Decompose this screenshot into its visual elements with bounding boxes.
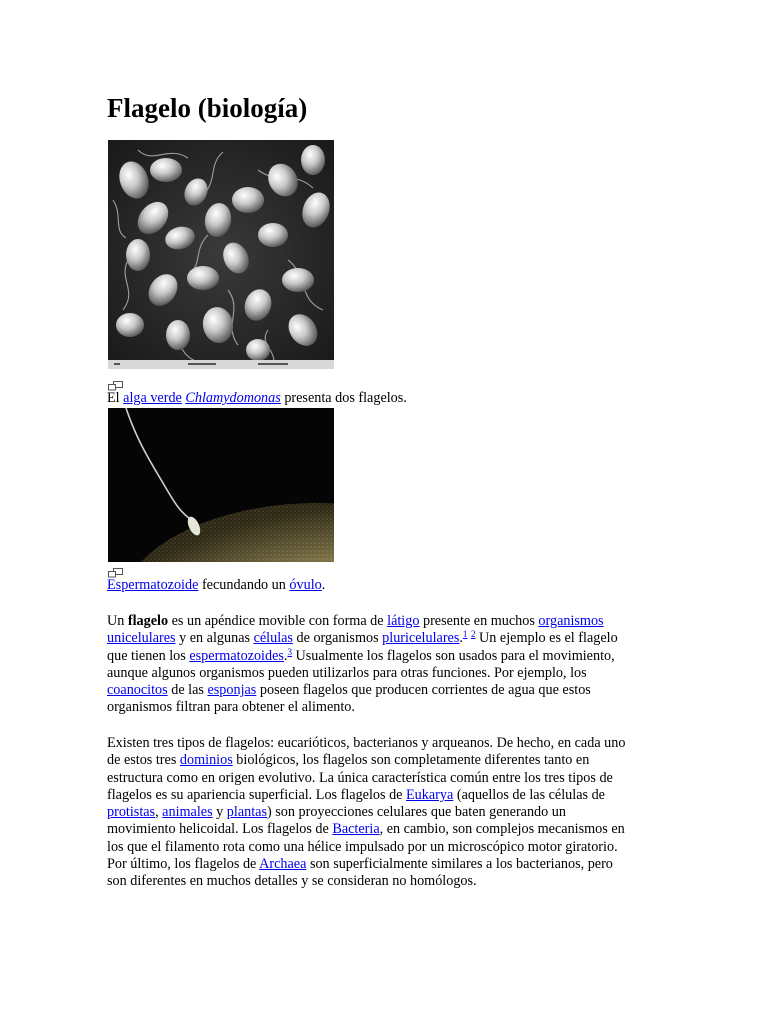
text: Usualmente los flagelos son usados para el movimiento, xyxy=(291,647,615,664)
text: Un xyxy=(107,613,128,629)
figure-caption-1 xyxy=(107,390,407,407)
text: son superficialmente similares a los bacterianos, pero xyxy=(306,856,613,873)
link-eukarya[interactable]: Eukarya xyxy=(406,786,454,803)
link-celulas[interactable]: células xyxy=(253,630,293,647)
text: poseen flagelos que producen corrientes de agua que estos xyxy=(256,682,591,699)
text-line: estructura como en origen evolutivo. La única característica común entre los tres tipos de xyxy=(107,769,613,786)
link-protistas[interactable]: protistas xyxy=(107,804,156,821)
link-plantas[interactable]: plantas xyxy=(226,804,267,821)
link-espermatozoide[interactable]: Espermatozoide xyxy=(107,577,199,593)
text: . xyxy=(283,647,288,664)
caption-text: El xyxy=(107,390,124,406)
text-line: organismos filtran para obtener el alimento. xyxy=(107,699,355,716)
text: es un apéndice movible con forma de xyxy=(168,613,388,629)
paragraph-2 xyxy=(107,735,663,891)
chlamydomonas-micrograph-image xyxy=(108,140,334,369)
text-line xyxy=(107,787,663,804)
text-line xyxy=(107,856,663,873)
link-bacteria[interactable]: Bacteria xyxy=(332,821,380,838)
spermatozoid-ovule-image xyxy=(108,408,334,562)
text: flagelos es su apariencia superficial. Los flagelos de xyxy=(107,786,407,803)
text: y xyxy=(212,804,227,821)
text: ) son proyecciones celulares que baten generando un xyxy=(266,804,566,821)
text: de organismos xyxy=(292,630,383,647)
text: . xyxy=(459,630,463,647)
text: , xyxy=(155,804,163,821)
text: presente en muchos xyxy=(419,613,539,629)
text: movimiento helicoidal. Los flagelos de xyxy=(107,821,333,838)
link-pluricelulares[interactable]: pluricelulares xyxy=(382,630,460,647)
link-dominios[interactable]: dominios xyxy=(179,752,233,769)
caption-text: . xyxy=(321,577,326,593)
page-title: Flagelo (biología) xyxy=(107,93,308,123)
link-ovulo[interactable]: óvulo xyxy=(289,577,322,593)
link-organismos[interactable]: organismos xyxy=(538,613,604,629)
figure-caption-2 xyxy=(107,577,325,594)
reference-2[interactable]: 2 xyxy=(470,629,476,640)
caption-text: presenta dos flagelos. xyxy=(280,390,407,406)
link-alga-verde[interactable]: alga verde xyxy=(123,390,182,406)
link-esponjas[interactable]: esponjas xyxy=(207,682,257,699)
link-animales[interactable]: animales xyxy=(162,804,213,821)
paragraph-1 xyxy=(107,613,663,717)
link-archaea[interactable]: Archaea xyxy=(259,856,307,873)
text-line xyxy=(107,804,663,821)
text: de las xyxy=(167,682,208,699)
link-espermatozoides[interactable]: espermatozoides xyxy=(189,647,284,664)
text: Un ejemplo es el flagelo xyxy=(475,630,618,647)
reference-1[interactable]: 1 xyxy=(462,629,468,640)
text: Por último, los flagelos de xyxy=(107,856,260,873)
text-line xyxy=(107,821,663,838)
text-line: los que el filamento rota como una hélice impulsado por un microscópico motor giratorio. xyxy=(107,838,618,855)
text-line: Existen tres tipos de flagelos: eucarióticos, bacterianos y arqueanos. De hecho, en cada uno xyxy=(107,735,626,751)
link-unicelulares[interactable]: unicelulares xyxy=(107,630,176,647)
text: biológicos, los flagelos son completamente diferentes tanto en xyxy=(232,752,590,769)
text-line xyxy=(107,752,663,769)
bold-term: flagelo xyxy=(127,613,169,629)
text: que tienen los xyxy=(107,647,190,664)
link-chlamydomonas[interactable]: Chlamydomonas xyxy=(185,390,281,406)
text: de estos tres xyxy=(107,752,180,769)
caption-text: fecundando un xyxy=(198,577,290,593)
text: , en cambio, son complejos mecanismos en xyxy=(379,821,625,838)
text-line xyxy=(107,630,663,647)
text: (aquellos de las células de xyxy=(453,786,605,803)
text-line: aunque algunos organismos pueden utilizarlos para otras funciones. Por ejemplo, los xyxy=(107,664,587,681)
reference-3[interactable]: 3 xyxy=(287,646,292,657)
text-line xyxy=(107,613,663,630)
text: y en algunas xyxy=(175,630,254,647)
text-line xyxy=(107,682,663,699)
text-line xyxy=(107,648,663,665)
text-line: son diferentes en muchos detalles y se consideran no homólogos. xyxy=(107,873,477,890)
link-latigo[interactable]: látigo xyxy=(387,613,420,629)
link-coanocitos[interactable]: coanocitos xyxy=(107,682,168,699)
